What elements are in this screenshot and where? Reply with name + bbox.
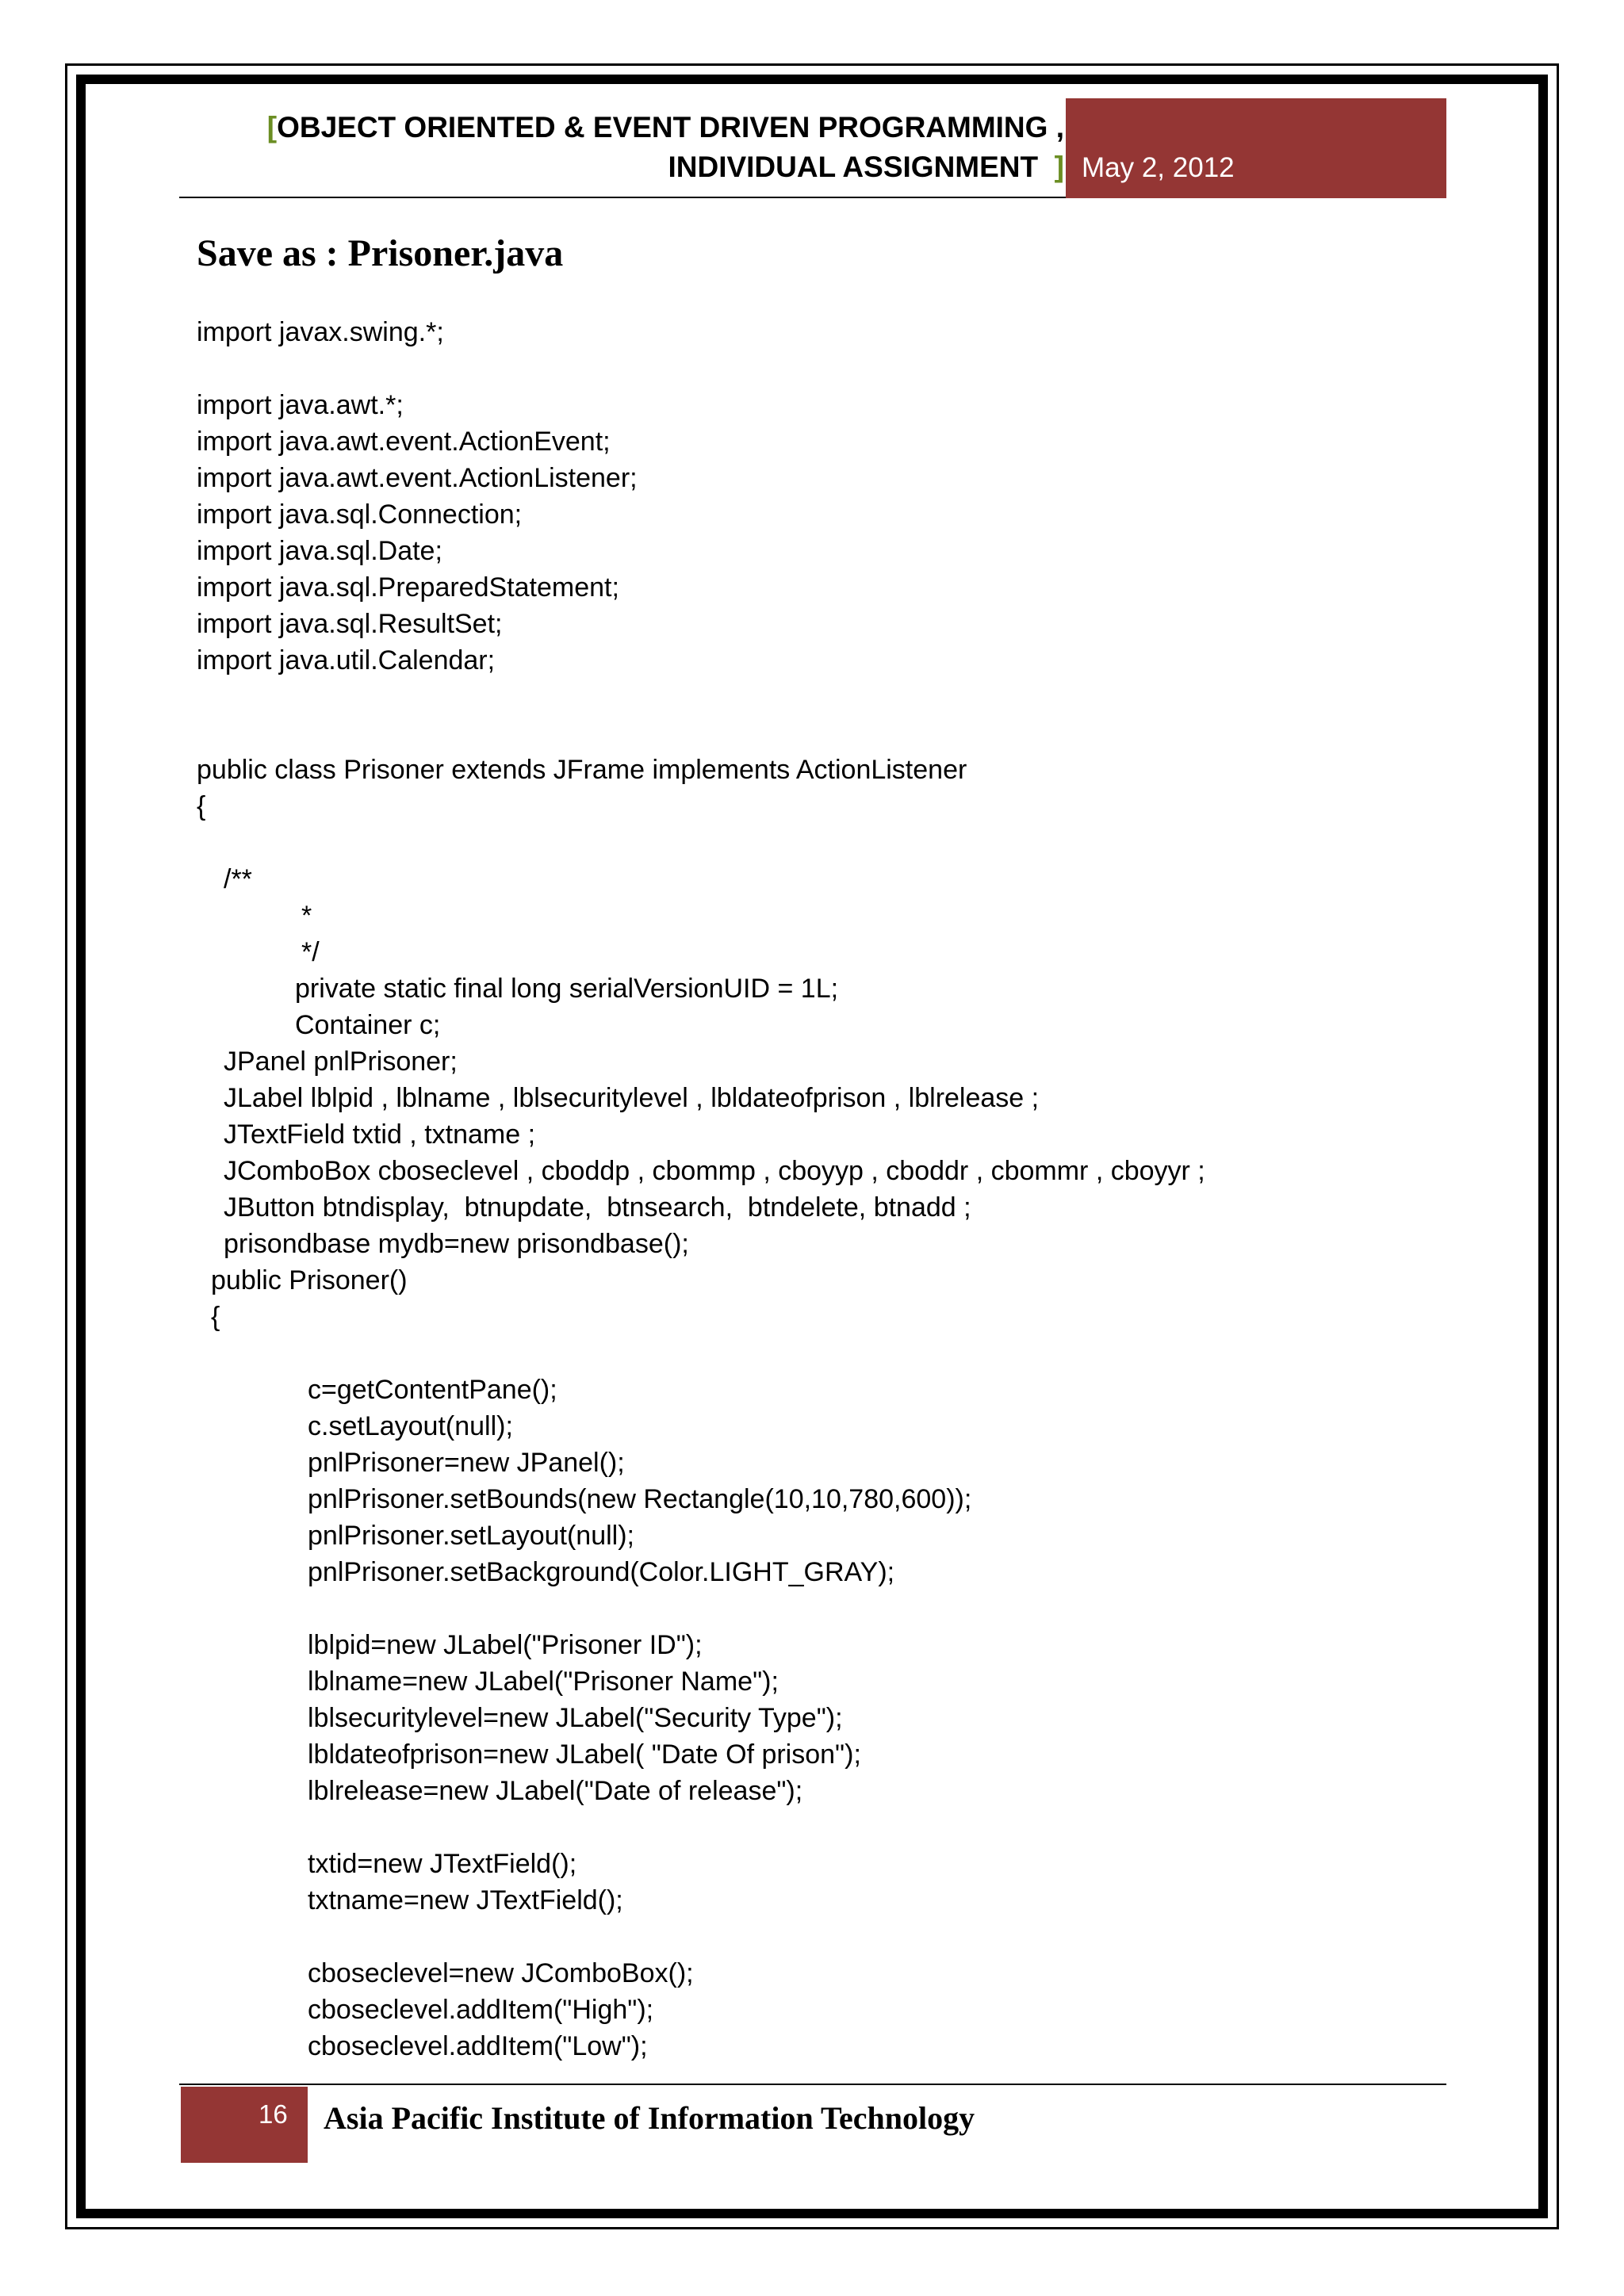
page-number: 16	[259, 2099, 288, 2129]
header-title-text-1: OBJECT ORIENTED & EVENT DRIVEN PROGRAMMING ,	[277, 111, 1064, 144]
code-line: public class Prisoner extends JFrame implements ActionListener	[197, 755, 967, 785]
section-heading: Save as : Prisoner.java	[197, 232, 564, 274]
code-line: cboseclevel.addItem("Low");	[308, 2031, 648, 2061]
code-line: /**	[224, 864, 252, 894]
header-bracket-open: [	[266, 111, 278, 144]
code-line: lblsecuritylevel=new JLabel("Security Type");	[308, 1703, 843, 1733]
header-rule	[179, 197, 1067, 198]
code-line: lblname=new JLabel("Prisoner Name");	[308, 1667, 779, 1697]
header-bracket-close: ]	[1054, 151, 1064, 183]
code-line: {	[197, 791, 206, 821]
code-line: import java.sql.Date;	[197, 536, 442, 566]
code-line: import javax.swing.*;	[197, 317, 444, 347]
footer-rule	[179, 2084, 1446, 2085]
code-line: private static final long serialVersionUID = 1L;	[295, 974, 839, 1004]
code-line: pnlPrisoner.setLayout(null);	[308, 1521, 635, 1551]
code-line: JComboBox cboseclevel , cboddp , cbommp , cboyyp , cboddr , cbommr , cboyyr ;	[224, 1156, 1205, 1186]
code-line: prisondbase mydb=new prisondbase();	[224, 1229, 689, 1259]
code-line: import java.sql.ResultSet;	[197, 609, 503, 639]
code-line: txtname=new JTextField();	[308, 1885, 623, 1915]
header-title-text-2: INDIVIDUAL ASSIGNMENT	[668, 151, 1039, 183]
header-title-line-2	[267, 147, 1064, 187]
code-line: JPanel pnlPrisoner;	[224, 1047, 458, 1077]
code-line: c.setLayout(null);	[308, 1411, 513, 1441]
code-line: {	[211, 1302, 220, 1332]
code-line: */	[301, 937, 320, 967]
footer-institute: Asia Pacific Institute of Information Technology	[324, 2100, 975, 2136]
code-line: import java.sql.PreparedStatement;	[197, 572, 619, 603]
code-line: txtid=new JTextField();	[308, 1849, 577, 1879]
code-line: c=getContentPane();	[308, 1375, 557, 1405]
document-header-title	[267, 108, 1064, 187]
code-line: Container c;	[295, 1010, 441, 1040]
code-line: import java.awt.event.ActionListener;	[197, 463, 638, 493]
code-line: import java.awt.*;	[197, 390, 404, 420]
code-line: cboseclevel=new JComboBox();	[308, 1958, 694, 1988]
code-line: lbldateofprison=new JLabel( "Date Of prison");	[308, 1739, 861, 1770]
code-line: import java.util.Calendar;	[197, 645, 496, 675]
code-line: *	[301, 901, 312, 931]
code-line: pnlPrisoner=new JPanel();	[308, 1448, 625, 1478]
code-line: import java.awt.event.ActionEvent;	[197, 427, 611, 457]
code-line: JTextField txtid , txtname ;	[224, 1119, 536, 1150]
code-line: lblrelease=new JLabel("Date of release");	[308, 1776, 803, 1806]
header-date: May 2, 2012	[1082, 152, 1235, 183]
footer-page-box	[181, 2087, 308, 2163]
code-line: JButton btndisplay, btnupdate, btnsearch, btndelete, btnadd ;	[224, 1192, 971, 1223]
code-line: pnlPrisoner.setBounds(new Rectangle(10,10,780,600));	[308, 1484, 972, 1514]
code-line: cboseclevel.addItem("High");	[308, 1995, 654, 2025]
code-line: JLabel lblpid , lblname , lblsecuritylevel , lbldateofprison , lblrelease ;	[224, 1083, 1040, 1113]
code-line: lblpid=new JLabel("Prisoner ID");	[308, 1630, 703, 1660]
code-line: import java.sql.Connection;	[197, 499, 523, 530]
code-line: public Prisoner()	[211, 1265, 408, 1295]
code-line: pnlPrisoner.setBackground(Color.LIGHT_GRAY);	[308, 1557, 895, 1587]
header-title-line-1	[267, 108, 1064, 147]
